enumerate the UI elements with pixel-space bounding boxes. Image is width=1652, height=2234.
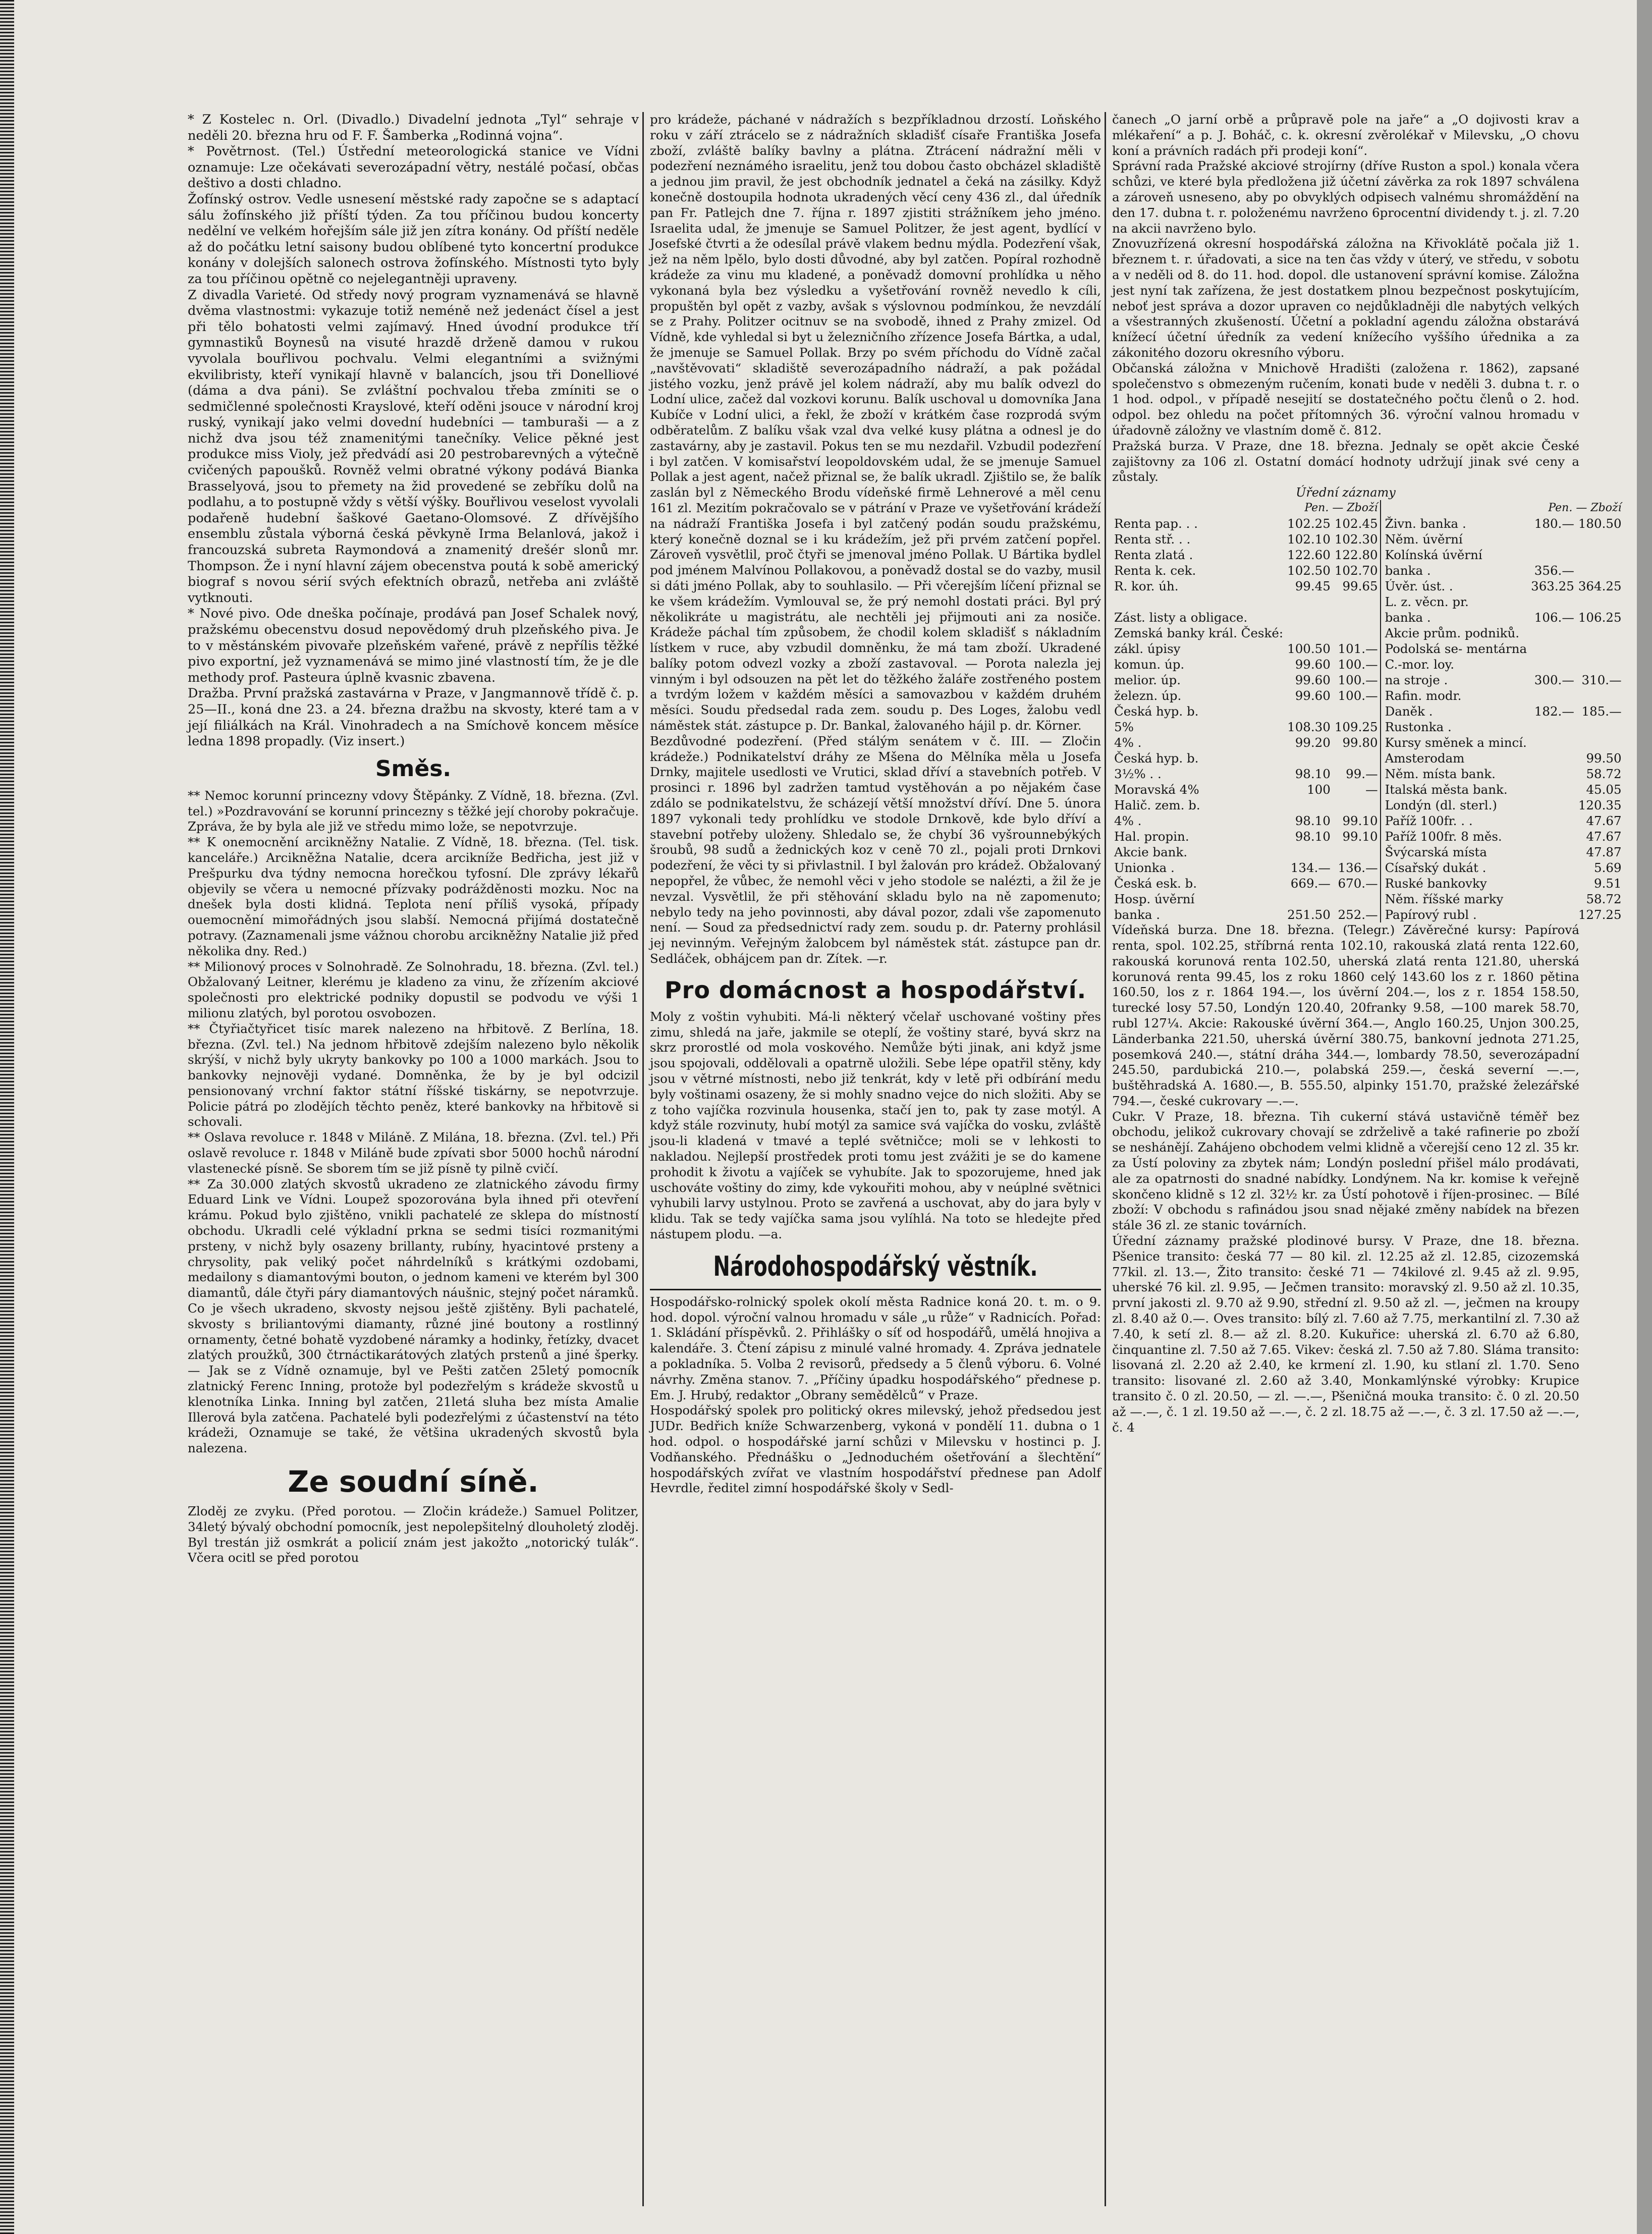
price-cell: 102.70 — [1334, 563, 1378, 578]
column-right — [1112, 112, 1622, 2206]
column-middle — [650, 112, 1101, 2206]
table-row — [1112, 641, 1624, 657]
security-name-cell: Amsterodam — [1381, 750, 1529, 766]
price-cell: 251.50 — [1287, 907, 1331, 922]
price-cell: 122.60 — [1287, 548, 1331, 563]
price-cell — [1285, 625, 1333, 641]
table-row — [1112, 813, 1624, 829]
security-name-cell: Akcie bank. — [1114, 845, 1188, 860]
price-cell: 120.35 — [1578, 798, 1622, 813]
article-paragraph: Hospodářský spolek pro politický okres milevský, jehož předsedou jest JUDr. Bedřich kníže Schwarzenberg, vykoná v pondělí 11. dubna o 1 hod. odpol. o hospodářské jarní schůzi v Milevsku v hostinci p. J. Vodňanského. Přednášku o „Jednoduchém ošetřování a šlechtění“ hospodářských zvířat ve vlastním hospodářství přednese pan Adolf Hevrdle, ředitel zimní hospodářské školy v Sedl- — [650, 1403, 1101, 1496]
price-cell: 98.10 — [1295, 829, 1331, 844]
table-row — [1112, 750, 1624, 766]
security-name-cell — [1112, 594, 1285, 610]
price-cell — [1529, 547, 1576, 563]
article-paragraph: Z divadla Varieté. Od středy nový program vyznamenává se hlavně dvěma vlastnostmi: vykazuje totiž neméně než jedenáct čísel a jest při tělo bohatosti velmi zajímavý. Hned úvodní produkce tří gymnastiků Boynesů na visuté hrazdě drženě damou v rukou vyvolala bouřlivou pochvalu. Velmi elegantními a svižnými ekvilibristy, kteří vynikají hlavně v balancích, jsou tři Donelliové (dáma a dva páni). Se zvláštní pochvalou třeba zmíniti se o sedmičlenné společnosti Krayslové, kteří oděni jsouce v národní kroj ruský, vynikají jako velmi dovední hudebníci — tamburaši — a z nichž dva jsou též znamenitými tanečníky. Velice pěkné jest produkce miss Violy, jež předvádí asi 20 pestrobarevných a výtečně cvičených papoušků. Rovněž velmi obratné výkony podává Bianka Brasselyová, jsou to přemety na žid provedené se zebříku dolů na podlahu, a to postupně vždy s větší výšky. Bouřlivou veselost vyvolali podařeně hudební šaškové Gaetano-Olomsové. Z dřívějšího ensemblu zůstala výborná česká pěvkyně Irma Belanlová, jakož i francouzská subreta Raymondová a znamenitý drešér slonů mr. Thompson. Že i nyní hlavní zájem obecenstva poutá k sobě americký biograf s novou sérií svých efektních obrazů, netřeba ani zvláště vytknouti. — [188, 287, 639, 606]
price-cell: 108.30 — [1287, 720, 1331, 735]
table-row — [1112, 766, 1624, 782]
table-header-row — [1112, 500, 1624, 516]
price-cell: 134.— — [1290, 860, 1331, 876]
price-cell: 300.— — [1534, 673, 1574, 688]
heading-rule — [650, 1289, 1101, 1290]
article-paragraph: ** Milionový proces v Solnohradě. Ze Solnohradu, 18. března. (Zvl. tel.) Obžalovaný Leitner, klerému je kladeno za vinu, že zřízením akciové společnosti pro elektrické podniky dopustil se podvodu ve výši 1 milionu zlatých, byl porotou osvobozen. — [188, 959, 639, 1020]
section-heading-vestnik: Národohospodářský věstník. — [713, 1250, 1038, 1282]
security-name-cell: Ruské bankovky — [1381, 876, 1529, 891]
section-heading-domacnost: Pro domácnost a hospodářství. — [664, 976, 1087, 1004]
table-row — [1112, 860, 1624, 876]
price-cell: 252.— — [1338, 907, 1378, 922]
price-cell: 5.69 — [1594, 860, 1622, 876]
article-paragraph: Úřední záznamy pražské plodinové bursy. V Praze, dne 18. března. Pšenice transito: česká 77 — 80 kil. zl. 12.25 až zl. 12.85, cizozemská 77kil. zl. 13.—, Žito transito: české 71 — 74kilové zl. 9.45 až zl. 9.95, uherské 76 kil. zl. 9.95, — Ječmen transito: moravský zl. 9.50 až zl. 10.35, první jakosti zl. 9.70 až 9.90, střední zl. 9.50 až zl. —, ječmen na kroupy zl. 8.40 až 0.—. Oves transito: bílý zl. 7.60 až 7.75, merkantilní zl. 7.30 až 7.40, k setí zl. 8.— až zl. 8.20. Kukuřice: uherská zl. 6.70 až 6.80, činquantine zl. 7.50 až 7.65. Vikev: česká zl. 7.50 až 7.80. Sláma transito: lisovaná zl. 2.20 až 2.40, ke krmení zl. 1.90, ku stlaní zl. 1.70. Seno transito: lisované zl. 2.60 až 3.40, Monkamlýnské výrobky: Krupice transito č. 0 zl. 20.50, — zl. —.—, Pšeničná mouka transito: č. 0 zl. 20.50 až —.—, č. 1 zl. 19.50 až —.—, č. 2 zl. 18.75 až —.—, č. 3 zl. 17.50 až —.—, č. 4 — [1112, 1233, 1579, 1435]
article-paragraph: Občanská záložna v Mnichově Hradišti (založena r. 1862), zapsané společenstvo s obmezeným ručením, konati bude v neděli 3. dubna t. r. o 1 hod. odpol., v případě nesejití se dostatečného počtu členů o 2. hod. odpol. bez ohledu na počet přítomných 36. výroční valnou hromadu v úřadovně záložny ve vlastním domě č. 812. — [1112, 360, 1579, 438]
price-cell — [1333, 625, 1381, 641]
price-cell — [1529, 750, 1576, 766]
article-paragraph: ** Za 30.000 zlatých skvostů ukradeno ze zlatnického závodu firmy Eduard Link ve Vídni. Loupež spozorována byla ihned při otevření krámu. Pokud bylo zjištěno, vnikli pachatelé ze sklepa do místností obchodu. Ukradli celé výkladní prkna se sedmi tisíci rozmanitými prsteny, v nichž byly osazeny brillanty, rubíny, hyacintové prsteny a chrysolity, pak veliký počet náhrdelníků s krátkými ozdobami, medailony s diamantovými bouton, o jednom kameni ve kterém byl 300 diamantů, dále čtyři páry diamantových náušnic, stejný počet náramků. Co je všech ukradeno, skvosty nejsou ještě zjištěny. Byli pachatelé, skvosty s briliantovými diamanty, různé jiné boutony a rostlinný ornamenty, četné bohatě vyzdobené náramky a hodinky, řetízky, dvacet zlatých proužků, 300 čtrnáctikarátových zlatých prstenů a jiné šperky. — Jak se z Vídně oznamuje, byl ve Pešti zatčen 25letý pomocník zlatnický Ferenc Inning, protože byl podezřelým s krádeže skvostů u klenotníka Linka. Inning byl zatčen, 21letá sluha bez místa Amalie Illerová byla zatčena. Pachatelé byli podezřelými z účastenství na této krádeži, Oznamuje se také, že většina ukradených skvostů byla nalezena. — [188, 1176, 639, 1456]
column-rule — [642, 112, 644, 2206]
price-cell — [1576, 735, 1624, 750]
column-header: Pen. — Zboží — [1548, 502, 1622, 515]
price-cell: 58.72 — [1586, 892, 1622, 907]
price-cell: 99.50 — [1586, 751, 1622, 766]
price-cell — [1576, 531, 1624, 547]
table-row — [1112, 844, 1624, 860]
security-name-cell: Renta k. cek. — [1114, 563, 1196, 578]
price-cell — [1529, 813, 1576, 829]
table-row — [1112, 735, 1624, 750]
article-paragraph: ** Čtyřiačtyřicet tisíc marek nalezeno na hřbitově. Z Berlína, 18. března. (Zvl. tel.) Na jednom hřbitově zdejším nalezeno bylo několik skrýší, v nichž byly ukryty bankovky po 100 a 1000 markách. Jsou to bankovky nejnověji vydané. Domněnka, že by je byl odcizil pensionovaný vrchní faktor státní říšské tiskárny, se nepotvrzuje. Policie pátrá po zlodějích těchto peněz, které bankovky na hřbitově si schovali. — [188, 1021, 639, 1129]
price-cell — [1333, 797, 1381, 813]
price-cell: 363.25 — [1531, 579, 1574, 594]
security-name-cell: C.-mor. loy. — [1381, 657, 1529, 672]
price-cell — [1529, 860, 1576, 876]
price-cell — [1576, 563, 1624, 578]
security-name-cell: Kursy směnek a mincí. — [1381, 735, 1529, 750]
price-cell — [1529, 844, 1576, 860]
table-row — [1112, 516, 1624, 531]
price-cell — [1333, 844, 1381, 860]
security-name-cell: Kolínská úvěrní — [1381, 547, 1529, 563]
security-name-cell: Živn. banka . — [1381, 516, 1529, 531]
article-paragraph: Cukr. V Praze, 18. března. Tih cukerní stává ustavičně téměř bez obchodu, jelikož cukrovary chovají se zdrželivě a také rafinerie po zboží se neshánějí. Zahájeno obchodem velmi klidně a včerejší ceno 12 zl. 35 kr. za Ústí poloviny za zbytek nám; Londýn poslední přišel málo prodávati, ale za opatrnosti do snadné nabídky. Londýnem. Na kr. komise k veřejně skončeno klidně s 12 zl. 32½ kr. za Ústí pohotově i říjen-prosinec. — Bílé zboží: V obchodu s rafinádou jsou snad nějaké změny nabídek na březen stále 36 zl. ze stanic továrních. — [1112, 1109, 1579, 1233]
article-paragraph: Hospodářsko-rolnický spolek okolí města Radnice koná 20. t. m. o 9. hod. dopol. výroční valnou hromadu v sále „u růže“ v Radnicích. Pořad: 1. Skládání příspěvků. 2. Přihlášky o síť od hospodářů, umělá hnojiva a kalendáře. 3. Čtení zápisu z minulé valné hromady. 4. Zpráva jednatele a pokladníka. 5. Volba 2 revisorů, předsedy a 5 členů výboru. 6. Volné návrhy. Změna stanov. 7. „Příčiny úpadku hospodářského“ přednese p. Em. J. Hrubý, redaktor „Obrany semědělců“ v Praze. — [650, 1294, 1101, 1402]
security-name-cell: L. z. věcn. pr. — [1381, 594, 1529, 610]
security-name-cell: Daněk . — [1381, 703, 1529, 719]
table-row — [1112, 672, 1624, 688]
price-cell — [1576, 625, 1624, 641]
price-cell — [1529, 782, 1576, 797]
price-cell: 9.51 — [1594, 876, 1622, 891]
article-paragraph: ** Oslava revoluce r. 1848 v Miláně. Z Milána, 18. března. (Zvl. tel.) Při oslavě revoluce r. 1848 v Miláně bude zpívati sbor 5000 hochů národní vlastenecké písně. Se sborem tím se již písně ty pilně cvičí. — [188, 1130, 639, 1176]
security-name-cell: Česká hyp. b. — [1114, 704, 1199, 719]
price-cell — [1285, 844, 1333, 860]
article-paragraph: * Z Kostelec n. Orl. (Divadlo.) Divadelní jednota „Tyl“ sehraje v neděli 20. března hru od F. F. Šamberka „Rodinná vojna“. — [188, 112, 639, 143]
price-cell — [1576, 547, 1624, 563]
table-row — [1112, 688, 1624, 703]
article-paragraph: ** K onemocnění arcikněžny Natalie. Z Vídně, 18. března. (Tel. tisk. kanceláře.) Arcikněžna Natalie, dcera arcikníže Bedřicha, jest již v Prešpurku dva týdny nemocna horečkou tyfosní. Dle zprávy lékařů objevily se včera u nemocné přízvaky podrážděnosti mozku. Noc na dnešek byla dosti klidná. Teplota není příliš vysoká, případy ouemocnění mimořádných jsou slabší. Nemocná přijímá dostatečně potravy. (Zaznamenali jsme vážnou chorobu arcikněžny Natalie již před několika dny. Red.) — [188, 835, 639, 958]
security-name-cell: Rafin. modr. — [1381, 688, 1529, 703]
section-heading-soudni-sin: Ze soudní síně. — [288, 1464, 539, 1499]
price-cell — [1529, 531, 1576, 547]
security-name-cell: Zást. listy a obligace. — [1114, 610, 1248, 625]
price-cell: 99.10 — [1342, 813, 1378, 829]
security-name-cell: Italská města bank. — [1381, 782, 1529, 797]
table-row — [1112, 578, 1624, 594]
article-paragraph: Vídeňská burza. Dne 18. března. (Telegr.) Závěrečné kursy: Papírová renta, spol. 102.25, stříbrná renta 102.10, rakouská zlatá renta 122.60, rakouská korunová renta 102.50, uherská zlatá renta 121.80, uherská korunová renta 99.45, los z roku 1860 celý 143.60 los z r. 1860 pětina 160.50, los z r. 1864 194.—, los úvěrní 204.—, los z r. 1854 158.50, turecké losy 57.50, Londýn 120.40, 20franky 9.58, —100 marek 58.70, rubl 127¼. Akcie: Rakouské úvěrní 364.—, Anglo 160.25, Unjon 300.25, Länderbanka 221.50, uherská úvěrní 380.75, bankovní jednota 271.25, posemková 240.—, státní dráha 344.—, lombardy 78.50, severozápadní 245.50, pardubická 210.—, polabská 259.—, česká severní —.—, buštěhradská A. 1680.—, B. 555.50, alpinky 151.70, pražské železářské 794.—, české cukrovary —.—. — [1112, 922, 1579, 1108]
price-cell: 102.50 — [1287, 563, 1331, 578]
article-paragraph: * Povětrnost. (Tel.) Ústřední meteorologická stanice ve Vídni oznamuje: Lze očekávati severozápadní větry, nestálé počasí, občas deštivo a dosti chladno. — [188, 144, 639, 191]
security-name-cell: Paříž 100fr. . . — [1381, 813, 1529, 829]
price-cell: 47.87 — [1586, 845, 1622, 860]
table-caption: Úřední záznamy — [1296, 485, 1396, 500]
security-name-cell: 4% . — [1114, 735, 1142, 750]
security-name-cell: Hal. propin. — [1114, 829, 1189, 844]
price-cell: 102.45 — [1334, 516, 1378, 531]
security-name-cell: banka . — [1114, 907, 1161, 922]
price-cell: 310.— — [1581, 673, 1622, 688]
price-cell: 109.25 — [1334, 720, 1378, 735]
page-binding-edge — [0, 0, 14, 2234]
price-cell: 100.— — [1338, 673, 1378, 688]
article-paragraph: Žofínský ostrov. Vedle usnesení městské rady započne se s adaptací sálu žofínského již příští týden. Za tou příčinou budou koncerty nedělní ve velkém hořejším sále již jen zítra konány. Od příští neděle až do počátku letní saisony budou oblíbené tyto koncertní produkce konány v dolejších salonech ostrova žofínského. Místnosti tyto byly za tou příčinou opětně co nejelegantněji upraveny. — [188, 191, 639, 287]
table-row — [1112, 719, 1624, 735]
price-cell — [1529, 891, 1576, 907]
security-name-cell: 3½% . . — [1114, 767, 1162, 782]
price-cell: 99.60 — [1295, 673, 1331, 688]
security-name-cell: železn. úp. — [1114, 688, 1182, 703]
security-name-cell: Císařský dukát . — [1381, 860, 1529, 876]
column-header: Pen. — Zboží — [1304, 502, 1378, 515]
price-cell — [1285, 594, 1333, 610]
column-rule — [1105, 112, 1106, 2206]
article-paragraph: * Nové pivo. Ode dneška počínaje, prodává pan Josef Schalek nový, pražskému obecenstvu dosud nepovědomý druh plzeňského piva. Je to v městánském pivovaře plzeňském vařené, právě z nepřílis těžké pivo exportní, jež vyznamenává se mimo jiné vlastností tím, že je dle methody prof. Pasteura úplně kvasnic zbavena. — [188, 606, 639, 685]
security-name-cell: Akcie prům. podniků. — [1381, 625, 1529, 641]
price-cell: 47.67 — [1586, 813, 1622, 829]
price-cell — [1529, 625, 1576, 641]
security-name-cell: Úvěr. úst. . — [1381, 578, 1529, 594]
security-name-cell: Něm. místa bank. — [1381, 766, 1529, 782]
price-cell — [1285, 797, 1333, 813]
table-row — [1112, 594, 1624, 610]
price-cell — [1529, 907, 1576, 922]
security-name-cell: Renta stř. . . — [1114, 532, 1191, 547]
scanner-margin — [1637, 0, 1652, 2234]
table-row — [1112, 703, 1624, 719]
security-name-cell: Londýn (dl. sterl.) — [1381, 797, 1529, 813]
security-name-cell: zákl. úpisy — [1114, 641, 1181, 657]
price-cell — [1333, 750, 1381, 766]
price-cell: 102.25 — [1287, 516, 1331, 531]
price-cell: 99.80 — [1342, 735, 1378, 750]
price-cell: 98.10 — [1295, 813, 1331, 829]
price-cell — [1285, 703, 1333, 719]
price-cell: 180.50 — [1578, 516, 1622, 531]
price-cell — [1333, 594, 1381, 610]
price-cell — [1529, 876, 1576, 891]
security-name-cell: na stroje . — [1381, 672, 1529, 688]
price-cell: 99.60 — [1295, 688, 1331, 703]
price-cell — [1529, 594, 1576, 610]
article-paragraph: pro krádeže, páchané v nádražích s bezpříkladnou drzostí. Loňského roku v září ztrácelo se z nádražních skladišť císaře Františka Josefa zboží, zvláště balíky bavlny a plátna. Ztrácení nádražní měli v podezření neznámého israelitu, jenž tou dobou často obcházel skladiště a jednou jim pravil, že jest obchodník jednatel a čeká na zásilky. Když konečně dostoupila hodnota ukradených věcí ceny 436 zl., dal úředník pan Fr. Patlejch dne 7. října r. 1897 zjistiti strážníkem jeho jméno. Israelita udal, že jmenuje se Samuel Politzer, že jest agent, bydlící v Josefské čtvrti a že odesílal právě vlakem bednu mýdla. Podezření však, jež na něm lpělo, bylo dosti důvodné, aby byl zatčen. Popíral rozhodně krádeže za vinu mu kladené, a poněvadž domovní prohlídka u něho vykonaná byla bez výsledku a vyšetřování rovněž nevedlo k cíli, propuštěn byl opět z vazby, avšak s výslovnou podmínkou, že nevzdálí se z Prahy. Politzer ocitnuv se na svobodě, ihned z Prahy zmizel. Od Vídně, kde vyhledal si byt u železničního zřízence Josefa Bártka, a udal, že jmenuje se Samuel Pollak. Brzy po svém příchodu do Vídně začal „navštěvovati“ skladiště severozápadního nádraží, a pak požádal jistého vozku, jenž právě jel kolem nádraží, aby mu balík odvezl do Lodní ulice, začež dal vozkovi korunu. Balík uschoval u domovníka Jana Kubíče v Lodní ulici, a řekl, že zboží v krátkém čase rozprodá svým odběratelům. Z balíku však vzal dva velké kusy plátna a odnesl je do zastavárny, aby je zastavil. Pokus ten se mu nezdařil. Vzbudil podezření i byl zatčen. V komisařství leopoldovském udal, že se jmenuje Samuel Pollak a jest agent, načež přiznal se, že balík ukradl. Zjištilo se, že balík zaslán byl z Německého Brodu vídeňské firmě Lehnerové a měl cenu 161 zl. Mezitím pokračovalo se v pátrání v Praze ve vyšetřování krádeží na nádraží Františka Josefa i byl zatčený podán soudu pražskému, který konečně doznal se i ku krádežím, jež při prvém zatčení popřel. Zároveň vysvětlil, proč čtyři se jmenoval jméno Pollak. U Bártika bydlel pod jménem Malvínou Pollakovou, a poněvadž dostal se do vazby, musil si dáti jméno Pollak, aby to souhlasilo. — Při včerejším líčení přiznal se ke všem krádežím. Vymlouval se, že prý nemohl dostati práci. Byl prý několikráte u magistrátu, ale nechtěli jej přijmouti ani za nosiče. Krádeže páchal tím způsobem, že chodil kolem skladišť s nákladním lístkem v ruce, aby vzbudil domněnku, že má tam zboží. Ukradené balíky potom odvezl vozky a zboží zastavoval. — Porota nalezla jej vinným i byl odsouzen na pět let do těžkého žaláře zostřeného postem a tvrdým ložem v každém měsíci a samovazbou v každém druhém měsíci. Soudu předsedal rada zem. soudu p. Des Loges, žalobu vedl náměstek stát. zástupce p. Dr. Bankal, žalovaného hájil p. dr. Körner. — [650, 112, 1101, 733]
table-row — [1112, 610, 1624, 625]
security-name-cell: Unionka . — [1114, 860, 1175, 876]
article-paragraph: Dražba. První pražská zastavárna v Praze, v Jangmannově třídě č. p. 25—II., koná dne 23. a 24. března dražbu na skvosty, které tam a v její filiálkách na Král. Vinohradech a na Smíchově koncem měsíce ledna 1898 propadly. (Viz insert.) — [188, 686, 639, 749]
security-name-cell: banka . — [1381, 563, 1529, 578]
table-row — [1112, 907, 1624, 922]
security-name-cell: Zemská banky král. České: — [1114, 626, 1284, 641]
price-cell: 99.10 — [1342, 829, 1378, 844]
table-row — [1112, 782, 1624, 797]
price-cell: 670.— — [1338, 876, 1378, 891]
article-paragraph: Správní rada Pražské akciové strojírny (dříve Ruston a spol.) konala včera schůzi, ve které byla předložena již účetní závěrka za rok 1897 schválena a zároveň usneseno, aby po obvyklých odpisech valnému shromáždění na den 17. dubna t. r. položenému navrženo 6procentní dividendy t. j. zl. 7.20 na akcii navrženo bylo. — [1112, 158, 1579, 236]
article-paragraph: čanech „O jarní orbě a průpravě pole na jaře“ a „O dojivosti krav a mlékaření“ a p. J. Boháč, c. k. okresní zvěrolékař v Milevsku, „O chovu koní a právních radách při prodeji koní“. — [1112, 112, 1579, 158]
table-row — [1112, 797, 1624, 813]
security-name-cell: Renta pap. . . — [1114, 516, 1198, 531]
article-paragraph: Znovuzřízená okresní hospodářská záložna na Křivoklátě počala již 1. březnem t. r. úřadovati, a sice na ten čas vždy v úterý, ve středu, v sobotu a v neděli od 8. do 11. hod. dopol. dle ustanovení správní komise. Záložna jest nyní tak zařízena, že jest dostatkem plnou bezpečnost poskytujícím, neboť jest správa a dozor upraven co nejdůkladněji dle nabytých velkých a všestranných zkušeností. Účetní a pokladní agendu záložna obstarává knížecí účetní úředník za vedení knížecího vyššího úřednika a za zákonitého dozoru okresního výboru. — [1112, 236, 1579, 360]
security-name-cell: Papírový rubl . — [1381, 907, 1529, 922]
price-cell — [1285, 610, 1333, 625]
security-name-cell: Něm. říšské marky — [1381, 891, 1529, 907]
price-cell — [1529, 657, 1576, 672]
table-row — [1112, 625, 1624, 641]
security-name-cell: melior. úp. — [1114, 673, 1181, 688]
price-cell: 102.30 — [1334, 532, 1378, 547]
price-cell: 101.— — [1338, 641, 1378, 657]
price-cell: 185.— — [1581, 704, 1622, 719]
security-name-cell: Renta zlatá . — [1114, 548, 1193, 563]
security-name-cell: 4% . — [1114, 813, 1142, 829]
security-name-cell: Rustonka . — [1381, 719, 1529, 735]
price-cell — [1529, 719, 1576, 735]
price-cell: 122.80 — [1334, 548, 1378, 563]
table-row — [1112, 657, 1624, 672]
price-cell: 100 — [1307, 782, 1331, 797]
table-row — [1112, 563, 1624, 578]
price-cell — [1333, 610, 1381, 625]
article-paragraph: Moly z voštin vyhubiti. Má-li některý včelař uschované voštiny přes zimu, shledá na jaře, jakmile se oteplí, že voštiny staré, byvá skrz na skrz prorostlé od mola voskového. Nemůže býti jinak, ani když jsme jsou spojovali, oddělovali a opatrně uložili. Sebe lépe opatřil stěny, kdy jsou v větrné místnosti, nebo již tenkrát, kdy v letě při odbírání medu byly voštinami osazeny, že si mohly snadno vejce do nich složiti. Aby se z toho vajíčka rozvinula housenka, stačí jen to, pak ty zase motýl. A když stále rozvinuty, hubí motýl za samice svá vajíčka do vosku, zvláště jsou-li kladená v tmavé a teplé světničce; moli se v lehkosti to nakladou. Nejlepší prostředek proti tomu jest zvážiti je se do kamene prohodit k životu a vajíček se vyhubíte. Jak to spozorujeme, hned jak uschováte voštiny do zimy, kde vykouřiti mohou, aby v neúplné světnici vyhubili larvy ustylnou. Proto se zavřená a uschovat, aby do jara byly v klidu. Tak se tedy vajíčka sama jsou vylíhlá. Na toto se hledejte před nástupem plodu. —a. — [650, 1009, 1101, 1241]
table-row — [1112, 829, 1624, 844]
price-cell: 364.25 — [1578, 579, 1622, 594]
price-cell: 102.10 — [1287, 532, 1331, 547]
price-cell — [1529, 641, 1576, 657]
price-cell: 99.45 — [1295, 579, 1331, 594]
price-cell — [1576, 719, 1624, 735]
price-cell — [1529, 735, 1576, 750]
price-cell: 182.— — [1534, 704, 1574, 719]
security-name-cell: Moravská 4% — [1114, 782, 1199, 797]
security-name-cell: komun. úp. — [1114, 657, 1185, 672]
article-paragraph: Bezdůvodné podezření. (Před stálým senátem v č. III. — Zločin krádeže.) Podnikatelství dráhy ze Mšena do Mělníka měla u Josefa Drnky, majitele usedlosti ve Vrutici, sklad dříví a stavebních potřeb. V prosinci r. 1896 byl zadržen tamtud vystěhován a po nějakém čase zdálo se podnikatelstvu, že scházejí větší množství dříví. Dne 5. února 1897 vykonali tedy prohlídku ve stodole Drnkově, kde bylo dříví a stavební potřeby uloženy. Shledalo se, že chybí 36 vyšrounnebýkých šroubů, 98 sudů a žednických koz v ceně 70 zl., pojali proti Drnkovi podezření, že věci ty si přivlastnil. I byl žalován pro krádež. Obžalovaný nepopřel, že vůbec, že nemohl věci v jeho stodole se nalézti, a žil že je nevzal. Vysvětlil, že při stěhování skladu bylo na ně zapomenuto; nebylo tedy na jeho povinnosti, aby dával pozor, zdali vše zapomenuto není. — Soud za předsednictví rady zem. soudu p. dr. Paterny prohlásil jej nevinným. Veřejným žalobcem byl náměstek stát. zástupce pan dr. Sedláček, obhájcem pan dr. Zítek. —r. — [650, 733, 1101, 966]
price-cell: 99.— — [1346, 767, 1378, 782]
price-cell: 669.— — [1290, 876, 1331, 891]
security-name-cell: Halič. zem. b. — [1114, 798, 1200, 813]
price-cell — [1333, 703, 1381, 719]
security-name-cell: 5% — [1114, 720, 1134, 735]
security-name-cell: Česká esk. b. — [1114, 876, 1197, 891]
price-cell: 99.60 — [1295, 657, 1331, 672]
price-cell: 98.10 — [1295, 767, 1331, 782]
price-cell — [1529, 797, 1576, 813]
price-cell: 47.67 — [1586, 829, 1622, 844]
price-cell: 106.— — [1534, 610, 1574, 625]
security-name-cell: banka . — [1381, 610, 1529, 625]
price-cell: 45.05 — [1586, 782, 1622, 797]
column-left — [188, 112, 639, 2206]
price-cell — [1285, 891, 1333, 907]
table-row — [1112, 547, 1624, 563]
price-cell: 127.25 — [1578, 907, 1622, 922]
price-cell: 100.— — [1338, 657, 1378, 672]
price-cell — [1333, 891, 1381, 907]
price-cell: 136.— — [1338, 860, 1378, 876]
price-cell — [1529, 688, 1576, 703]
price-cell: — — [1365, 782, 1378, 797]
stock-price-table — [1112, 500, 1624, 922]
price-cell — [1576, 688, 1624, 703]
price-cell: 356.— — [1534, 563, 1574, 578]
price-cell — [1529, 829, 1576, 844]
price-cell: 180.— — [1534, 516, 1574, 531]
security-name-cell: Něm. úvěrní — [1381, 531, 1529, 547]
price-cell — [1576, 594, 1624, 610]
price-cell — [1576, 657, 1624, 672]
price-cell: 99.65 — [1342, 579, 1378, 594]
security-name-cell: R. kor. úh. — [1114, 579, 1179, 594]
price-cell: 58.72 — [1586, 767, 1622, 782]
security-name-cell: Paříž 100fr. 8 měs. — [1381, 829, 1529, 844]
price-cell — [1285, 750, 1333, 766]
security-name-cell: Hosp. úvěrní — [1114, 892, 1195, 907]
price-cell: 99.20 — [1295, 735, 1331, 750]
article-paragraph: ** Nemoc korunní princezny vdovy Štěpánky. Z Vídně, 18. března. (Zvl. tel.) »Pozdravování se korunní princezny s těžké její choroby pokračuje. Zpráva, že by byla ale již ve středu mimo lože, se nepotvrzuje. — [188, 788, 639, 834]
price-cell: 106.25 — [1578, 610, 1622, 625]
table-row — [1112, 531, 1624, 547]
security-name-cell: Podolská se- mentárna — [1381, 641, 1529, 657]
article-paragraph: Zloděj ze zvyku. (Před porotou. — Zločin krádeže.) Samuel Politzer, 34letý bývalý obchodní pomocník, jest nepolepšitelný dlouholetý zloděj. Byl trestán již osmkrát a policií znám jest jakožto „notorický tulák“. Včera ocitl se před porotou — [188, 1504, 639, 1565]
price-cell: 100.— — [1338, 688, 1378, 703]
table-row — [1112, 891, 1624, 907]
security-name-cell: Česká hyp. b. — [1114, 751, 1199, 766]
article-paragraph: Pražská burza. V Praze, dne 18. března. Jednaly se opět akcie České zajištovny za 106 zl. Ostatní domácí hodnoty udržují jinak své ceny a zůstaly. — [1112, 438, 1579, 484]
section-heading-smes: Směs. — [375, 755, 452, 782]
table-row — [1112, 876, 1624, 891]
price-cell — [1529, 766, 1576, 782]
price-cell — [1576, 641, 1624, 657]
price-cell: 100.50 — [1287, 641, 1331, 657]
security-name-cell: Švýcarská místa — [1381, 844, 1529, 860]
